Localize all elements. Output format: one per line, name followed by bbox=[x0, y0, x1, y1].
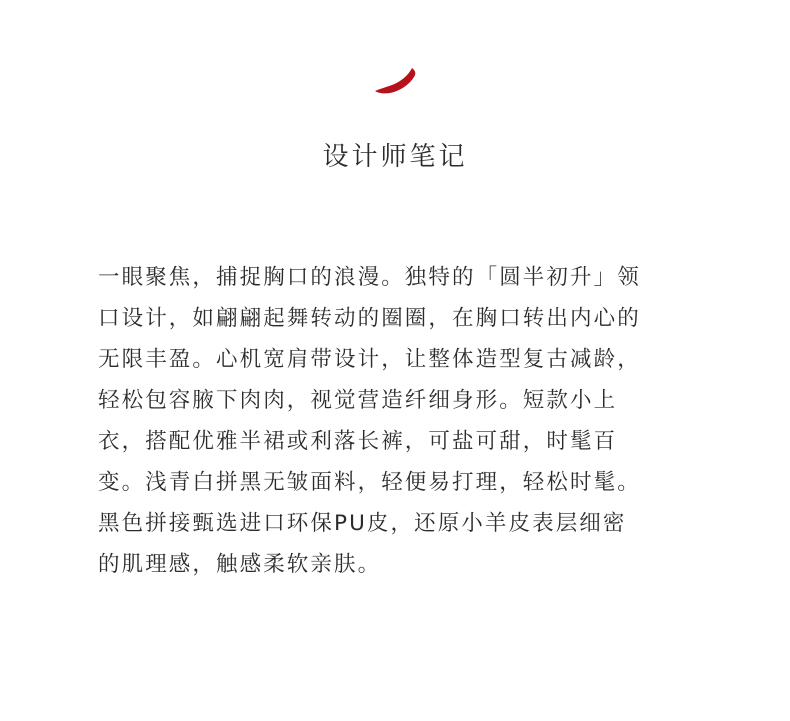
paragraph-line: 的肌理感，触感柔软亲肤。 bbox=[98, 552, 382, 577]
notes-paragraph bbox=[98, 257, 698, 585]
paragraph-line: 变。浅青白拼黑无皱面料，轻便易打理，轻松时髦。 bbox=[98, 470, 641, 495]
red-brushstroke-icon bbox=[372, 66, 420, 98]
paragraph-line: 黑色拼接甄选进口环保PU皮，还原小羊皮表层细密 bbox=[98, 511, 627, 536]
paragraph-line: 衣，搭配优雅半裙或利落长裤，可盐可甜，时髦百 bbox=[98, 429, 618, 454]
page-title: 设计师笔记 bbox=[322, 142, 468, 172]
paragraph-line: 无限丰盈。心机宽肩带设计，让整体造型复古减龄， bbox=[98, 347, 641, 372]
brushstroke-shape bbox=[375, 68, 415, 93]
paragraph-line: 轻松包容腋下肉肉，视觉营造纤细身形。短款小上 bbox=[98, 388, 618, 413]
paragraph-line: 口设计，如翩翩起舞转动的圈圈，在胸口转出内心的 bbox=[98, 306, 641, 331]
paragraph-line: 一眼聚焦，捕捉胸口的浪漫。独特的「圆半初升」领 bbox=[98, 265, 641, 290]
